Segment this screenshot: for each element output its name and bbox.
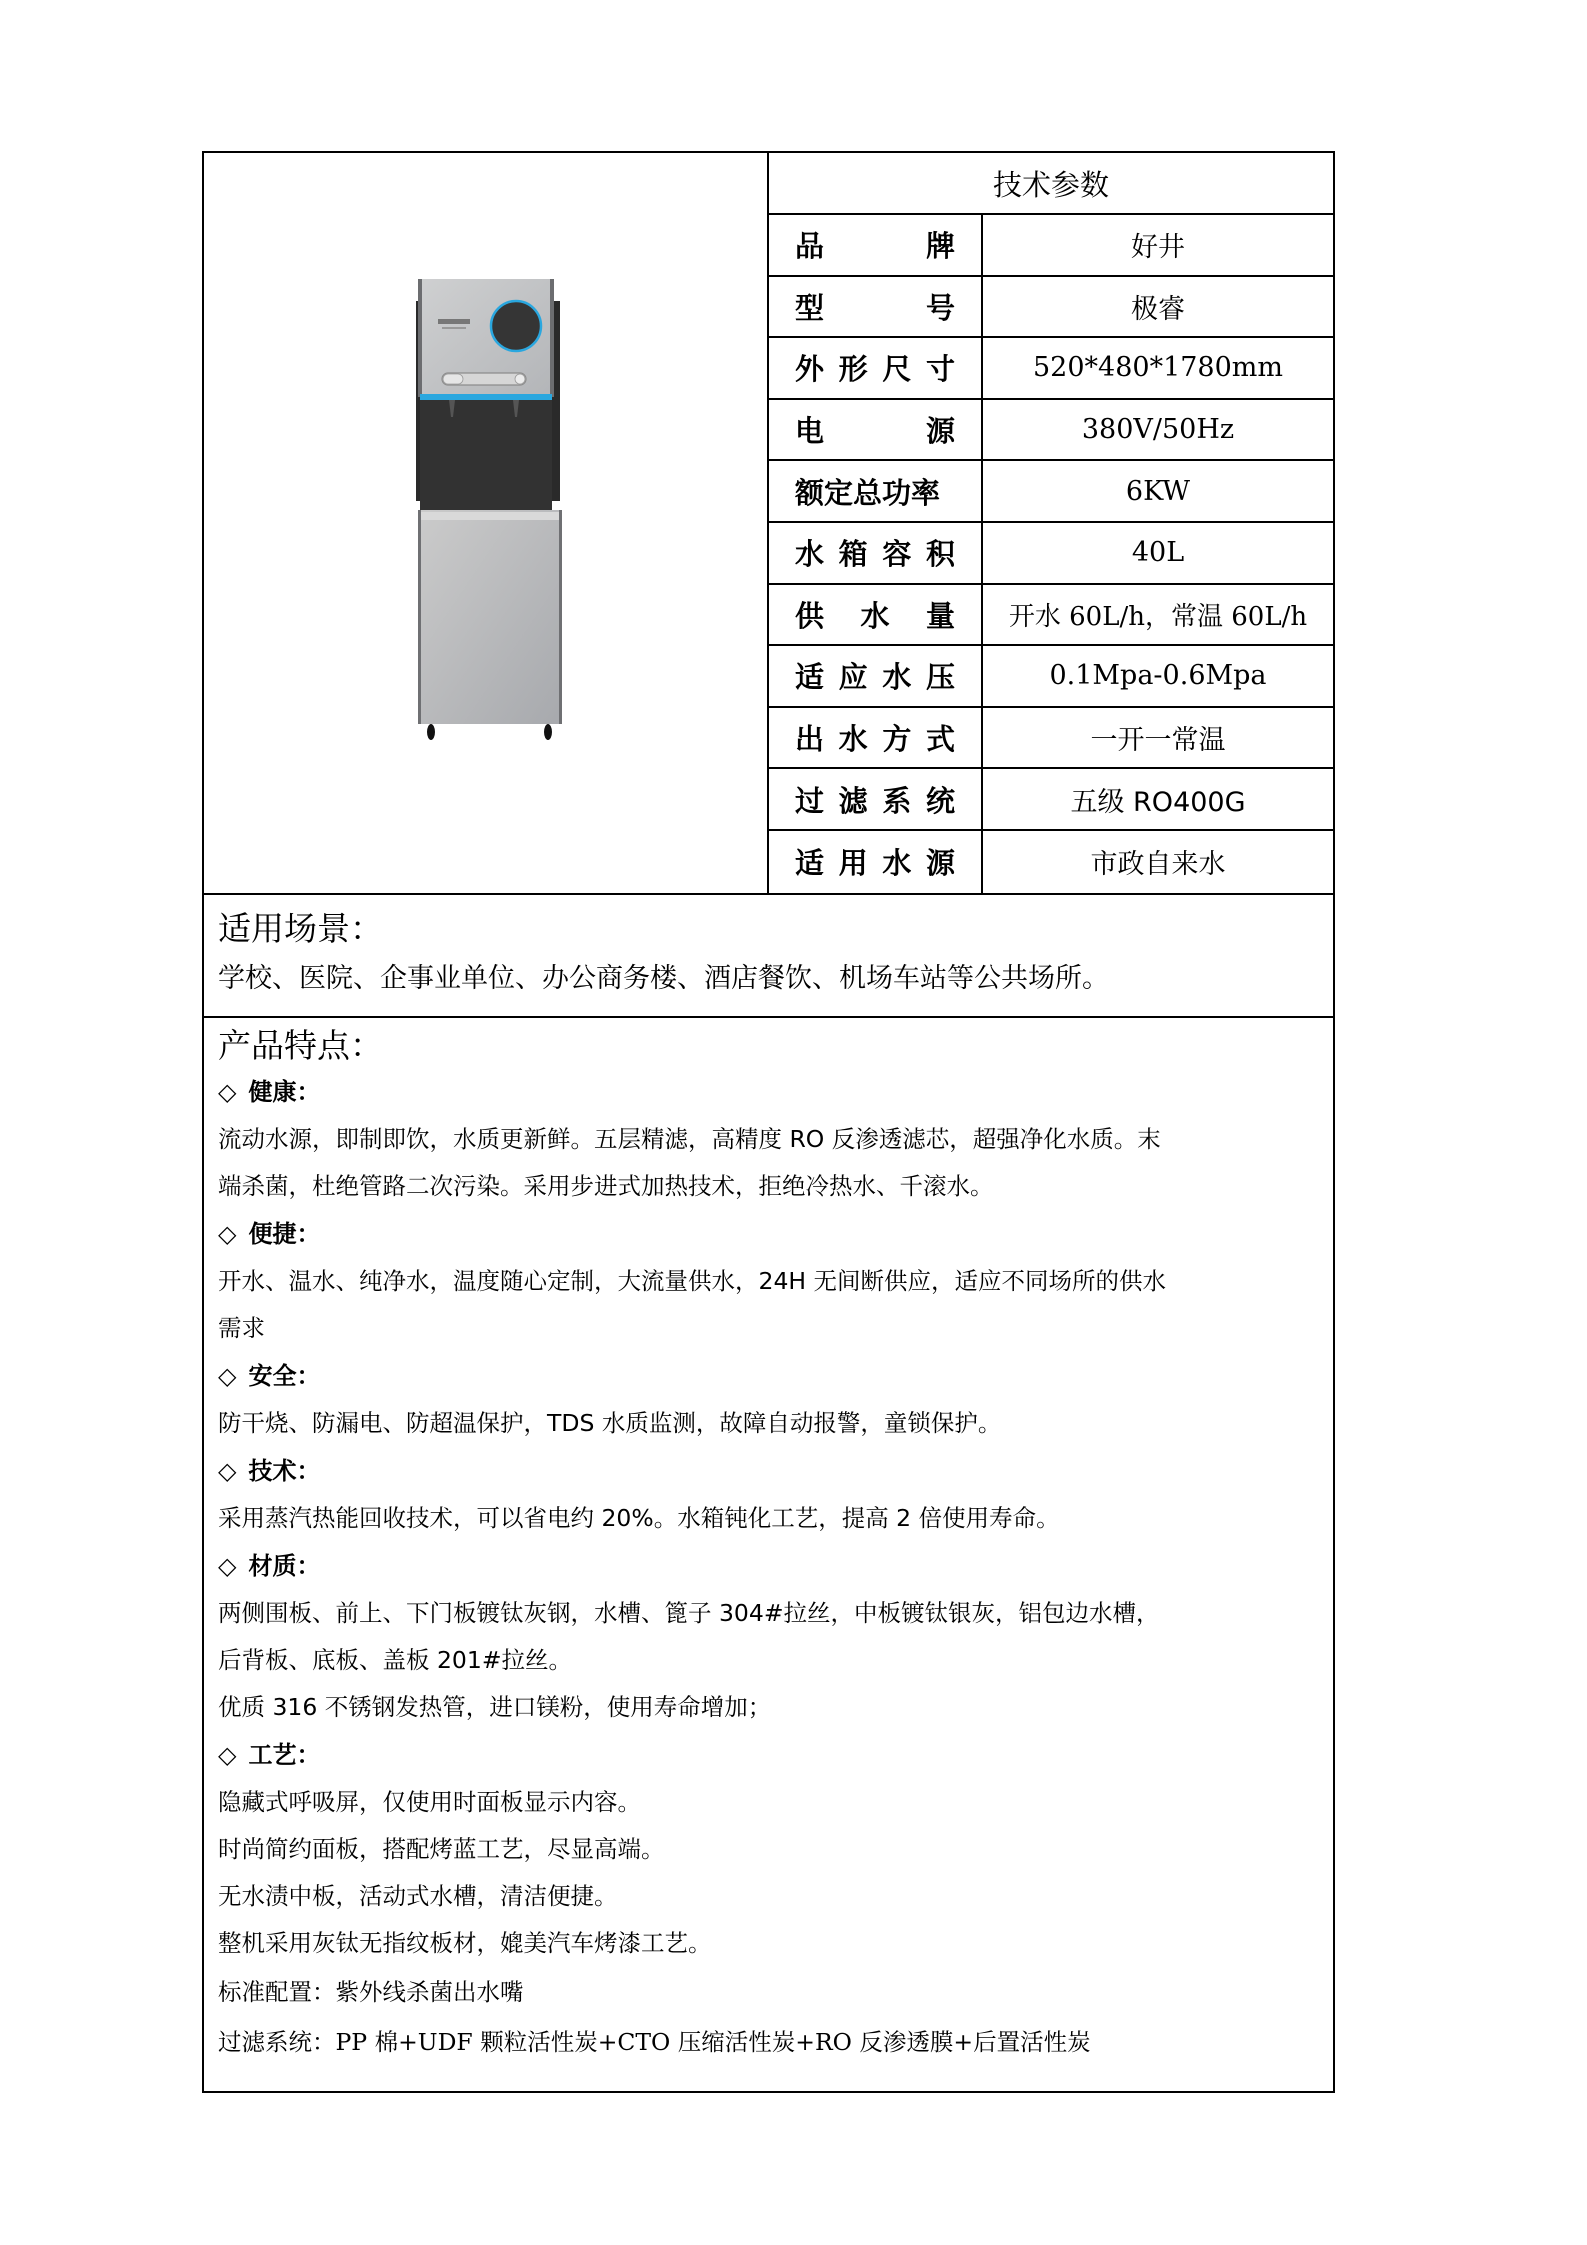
label-char: 水 [860, 598, 890, 633]
water-dispenser-image [412, 279, 564, 769]
feature-paragraph: 整机采用灰钛无指纹板材，媲美汽车烤漆工艺。 [218, 1929, 712, 1957]
label-char: 额定总功率 [795, 475, 941, 510]
top-section [204, 153, 1333, 895]
label-char: 源 [925, 846, 955, 881]
label-char: 型 [795, 290, 825, 325]
label-char: 供 [795, 598, 825, 633]
feature-paragraph: 端杀菌，杜绝管路二次污染。采用步进式加热技术，拒绝冷热水、千滚水。 [218, 1172, 994, 1200]
spec-value: 极睿 [1131, 293, 1185, 325]
spec-label [769, 338, 983, 398]
feature-safety-heading [218, 1352, 1319, 1400]
label-char: 方 [882, 722, 912, 757]
label-char: 压 [925, 660, 955, 695]
spec-label [769, 523, 983, 583]
spec-label [769, 400, 983, 460]
features-heading: 产品特点： [218, 1026, 383, 1065]
feature-paragraph: 需求 [218, 1314, 265, 1342]
label-char: 应 [838, 660, 868, 695]
spec-value: 0.1Mpa-0.6Mpa [1049, 660, 1267, 692]
feature-paragraph: 优质 316 不锈钢发热管，进口镁粉，使用寿命增加； [218, 1693, 772, 1721]
feature-technology-heading [218, 1447, 1319, 1495]
spec-row-tank-capacity [769, 523, 1333, 585]
product-features-section [204, 1018, 1333, 2067]
feature-title: 便捷： [248, 1220, 321, 1248]
label-char: 外 [795, 352, 825, 387]
label-char: 滤 [838, 783, 868, 818]
spec-row-water-source [769, 831, 1333, 893]
label-char: 牌 [925, 229, 955, 264]
spec-label [769, 215, 983, 275]
spec-label [769, 585, 983, 645]
feature-title: 技术： [248, 1457, 321, 1485]
feature-paragraph: 开水、温水、纯净水，温度随心定制，大流量供水，24H 无间断供应，适应不同场所的供水 [218, 1267, 1167, 1295]
spec-row-rated-power [769, 461, 1333, 523]
spec-value: 40L [1131, 537, 1185, 569]
diamond-bullet-icon: ◇ [218, 1078, 237, 1106]
spec-row-power-source [769, 400, 1333, 462]
feature-craft-heading [218, 1731, 1319, 1779]
spec-label [769, 277, 983, 337]
spec-value: 开水 60L/h，常温 60L/h [1008, 601, 1308, 632]
spec-value: 6KW [1125, 475, 1191, 507]
feature-paragraph: 流动水源，即制即饮，水质更新鲜。五层精滤，高精度 RO 反渗透滤芯，超强净化水质。末 [218, 1125, 1161, 1153]
spec-value: 520*480*1780mm [1033, 352, 1283, 384]
spec-row-filter-system [769, 769, 1333, 831]
feature-paragraph: 防干烧、防漏电、防超温保护，TDS 水质监测，故障自动报警，童锁保护。 [218, 1409, 1002, 1437]
label-char: 水 [882, 660, 912, 695]
label-char: 用 [838, 846, 868, 881]
label-char: 出 [795, 722, 825, 757]
spec-value: 好井 [1131, 232, 1185, 264]
spec-row-dimensions [769, 338, 1333, 400]
spec-label [769, 769, 983, 829]
spec-label [769, 708, 983, 768]
product-photo-cell [204, 153, 769, 893]
label-char: 过 [795, 783, 825, 818]
label-char: 寸 [925, 352, 955, 387]
feature-title: 工艺： [248, 1741, 321, 1769]
feature-title: 健康： [248, 1078, 321, 1106]
spec-value: 380V/50Hz [1081, 414, 1235, 446]
label-char: 水 [795, 537, 825, 572]
feature-paragraph: 隐藏式呼吸屏，仅使用时面板显示内容。 [218, 1788, 641, 1816]
label-char: 统 [925, 783, 955, 818]
feature-paragraph: 时尚简约面板，搭配烤蓝工艺，尽显高端。 [218, 1835, 665, 1863]
feature-health-heading [218, 1068, 1319, 1116]
standard-config: 标准配置：紫外线杀菌出水嘴 [218, 1978, 524, 2006]
spec-row-water-supply [769, 585, 1333, 647]
spec-table-title: 技术参数 [769, 153, 1333, 215]
label-char: 品 [795, 229, 825, 264]
spec-row-brand [769, 215, 1333, 277]
feature-paragraph: 两侧围板、前上、下门板镀钛灰钢，水槽、篦子 304#拉丝，中板镀钛银灰，铝包边水槽， [218, 1599, 1160, 1627]
spec-value: 市政自来水 [1090, 849, 1226, 881]
spec-label [769, 646, 983, 706]
label-char: 电 [795, 414, 825, 449]
diamond-bullet-icon: ◇ [218, 1552, 237, 1580]
label-char: 号 [925, 290, 955, 325]
label-char: 水 [882, 846, 912, 881]
diamond-bullet-icon: ◇ [218, 1741, 237, 1769]
label-char: 水 [838, 722, 868, 757]
feature-paragraph: 后背板、底板、盖板 201#拉丝。 [218, 1646, 573, 1674]
label-char: 适 [795, 660, 825, 695]
feature-title: 安全： [248, 1362, 321, 1390]
label-char: 容 [882, 537, 912, 572]
label-char: 箱 [838, 537, 868, 572]
diamond-bullet-icon: ◇ [218, 1457, 237, 1485]
filter-system-detail: 过滤系统：PP 棉+UDF 颗粒活性炭+CTO 压缩活性炭+RO 反渗透膜+后置活性炭 [218, 2028, 1091, 2056]
label-char: 形 [838, 352, 868, 387]
spec-table [769, 153, 1333, 893]
label-char: 源 [925, 414, 955, 449]
label-char: 尺 [882, 352, 912, 387]
product-spec-sheet [202, 151, 1335, 2093]
feature-convenience-heading [218, 1210, 1319, 1258]
diamond-bullet-icon: ◇ [218, 1220, 237, 1248]
spec-row-model [769, 277, 1333, 339]
label-char: 系 [882, 783, 912, 818]
feature-paragraph: 采用蒸汽热能回收技术，可以省电约 20%。水箱钝化工艺，提高 2 倍使用寿命。 [218, 1504, 1060, 1532]
scenarios-heading: 适用场景： [218, 909, 383, 948]
feature-title: 材质： [248, 1552, 321, 1580]
spec-label [769, 831, 983, 893]
feature-material-heading [218, 1542, 1319, 1590]
applicable-scenarios-section [204, 895, 1333, 1018]
spec-value: 五级 RO400G [1070, 786, 1246, 818]
feature-paragraph: 无水渍中板，活动式水槽，清洁便捷。 [218, 1882, 618, 1910]
label-char: 积 [925, 537, 955, 572]
spec-row-outlet-mode [769, 708, 1333, 770]
spec-label [769, 461, 983, 521]
label-char: 量 [925, 598, 955, 633]
spec-value: 一开一常温 [1090, 725, 1226, 757]
scenarios-text: 学校、医院、企事业单位、办公商务楼、酒店餐饮、机场车站等公共场所。 [218, 963, 1109, 994]
label-char: 适 [795, 846, 825, 881]
label-char: 式 [925, 722, 955, 757]
spec-row-water-pressure [769, 646, 1333, 708]
diamond-bullet-icon: ◇ [218, 1362, 237, 1390]
